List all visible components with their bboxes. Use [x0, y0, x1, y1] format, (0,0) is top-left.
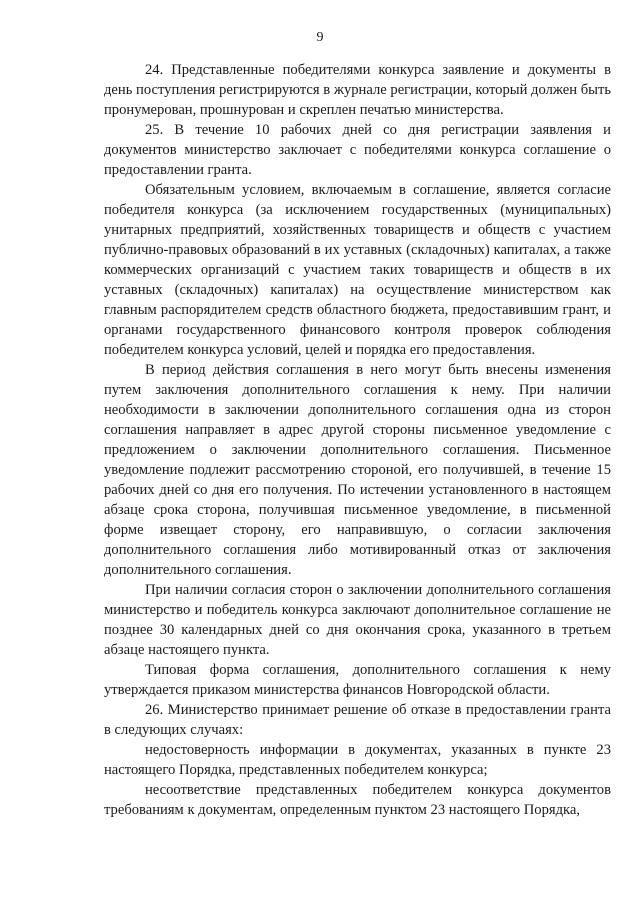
paragraph-24: 24. Представленные победителями конкурса заявление и документы в день поступления регистрируются в журнале регистрации, который должен быть пронумерован, прошнурован и скреплен печатью министерства.	[104, 62, 611, 118]
paragraph-mandatory-condition: Обязательным условием, включаемым в соглашение, является согласие победителя конкурса (за исключением государственных (муниципальных) унитарных предприятий, хозяйственных товариществ и обществ с участием публично-правовых образований в их уставных (складочных) капиталах, а также коммерческих организаций с участием таких товариществ и обществ в их уставных (складочных) капиталах) на осуществление министерством как главным распорядителем средств областного бюджета, предоставившим грант, и органами государственного финансового контроля проверок соблюдения победителем конкурса условий, целей и порядка его предоставления.	[104, 182, 611, 358]
paragraph-26: 26. Министерство принимает решение об отказе в предоставлении гранта в следующих случаях:	[104, 702, 611, 738]
document-body	[104, 60, 611, 820]
paragraph-refusal-case-1: недостоверность информации в документах, указанных в пункте 23 настоящего Порядка, представленных победителем конкурса;	[104, 742, 611, 778]
paragraph-refusal-case-2: несоответствие представленных победителем конкурса документов требованиям к документам, определенным пунктом 23 настоящего Порядка,	[104, 782, 611, 818]
paragraph-agreement-changes: В период действия соглашения в него могут быть внесены изменения путем заключения дополнительного соглашения к нему. При наличии необходимости в заключении дополнительного соглашения одна из сторон соглашения направляет в адрес другой стороны письменное уведомление с предложением о заключении дополнительного соглашения. Письменное уведомление подлежит рассмотрению стороной, его получившей, в течение 15 рабочих дней со дня его получения. По истечении установленного в настоящем абзаце срока сторона, получившая письменное уведомление, в письменной форме извещает сторону, его направившую, о согласии заключения дополнительного соглашения либо мотивированный отказ от заключения дополнительного соглашения.	[104, 362, 611, 578]
paragraph-additional-agreement: При наличии согласия сторон о заключении дополнительного соглашения министерство и победитель конкурса заключают дополнительное соглашение не позднее 30 календарных дней со дня окончания срока, указанного в третьем абзаце настоящего пункта.	[104, 582, 611, 658]
paragraph-25: 25. В течение 10 рабочих дней со дня регистрации заявления и документов министерство заключает с победителями конкурса соглашение о предоставлении гранта.	[104, 122, 611, 178]
paragraph-standard-form: Типовая форма соглашения, дополнительного соглашения к нему утверждается приказом министерства финансов Новгородской области.	[104, 662, 611, 698]
page-number: 9	[316, 30, 324, 45]
